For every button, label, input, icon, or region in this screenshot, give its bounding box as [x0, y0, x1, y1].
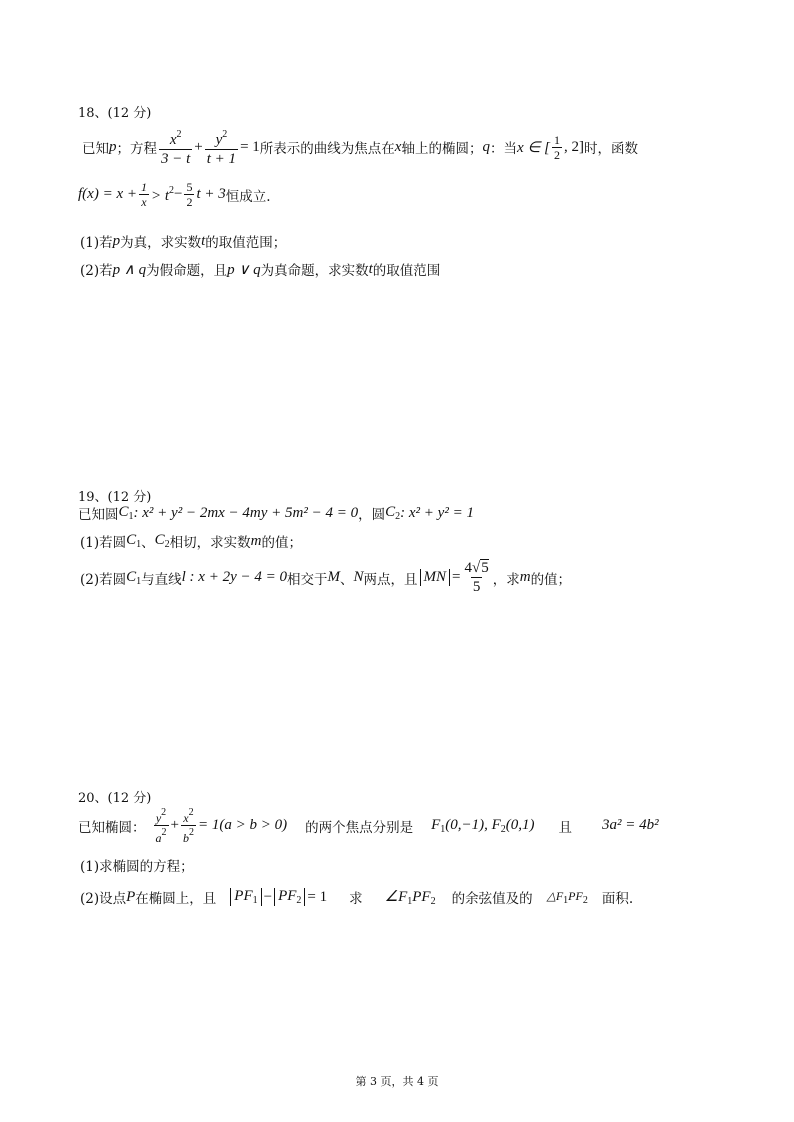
- text: 、: [340, 571, 354, 588]
- q19-part-1: [80, 531, 302, 551]
- numerator: x: [169, 132, 177, 148]
- text: F: [431, 816, 441, 833]
- text: ，求: [492, 571, 520, 588]
- denominator: a: [155, 831, 162, 845]
- text: 所表示的曲线为焦点在: [259, 141, 395, 157]
- text: 、: [141, 535, 155, 551]
- p-and-q: p ∧ q: [112, 261, 147, 278]
- text: 恒成立.: [225, 188, 271, 205]
- q19-condition-line: [78, 503, 474, 523]
- q18-condition-line: [82, 126, 638, 168]
- minus: −: [174, 186, 183, 202]
- text: 在椭圆上，且: [135, 891, 217, 907]
- equals-one: = 1: [307, 888, 328, 905]
- ellipse-equals: = 1(a > b > 0): [197, 817, 288, 833]
- q20-part-2: [80, 887, 633, 907]
- text: 轴上的椭圆；: [401, 141, 483, 157]
- q18-function-line: [78, 180, 271, 209]
- plus: +: [170, 817, 179, 833]
- text: 为真命题，求实数: [260, 263, 369, 279]
- text: ；方程: [116, 141, 157, 157]
- denominator: 2: [554, 147, 561, 162]
- text: (2)设点: [80, 891, 127, 907]
- text: 的取值范围: [372, 263, 441, 279]
- abs-pf2: $PF_2$: [274, 888, 305, 906]
- text: 的值；: [261, 535, 302, 551]
- relation-equation: 3a² = 4b²: [602, 817, 659, 833]
- interval-start: x ∈ [: [516, 139, 551, 156]
- numerator: y: [155, 811, 162, 825]
- point-p: P: [126, 888, 136, 905]
- equals-one: = 1: [240, 138, 260, 155]
- var-m: m: [250, 532, 262, 549]
- text: 的余弦值及的: [451, 891, 533, 907]
- text: 的两个焦点分别是: [305, 819, 414, 836]
- gt-t: > $t^2$: [150, 184, 175, 204]
- denominator: 2: [186, 195, 193, 209]
- text: 且: [558, 819, 573, 836]
- numerator: 4√5: [464, 560, 489, 576]
- var-p: p: [109, 138, 117, 155]
- denominator: t + 1: [206, 151, 237, 167]
- question-20-header: 20、(12 分): [78, 791, 152, 806]
- text: 相切，求实数: [169, 535, 251, 551]
- text: 两点，且: [363, 571, 418, 588]
- circle-c2: $C_2$: [385, 504, 401, 522]
- text: C: [126, 532, 137, 548]
- text: (1)若: [80, 235, 113, 251]
- text: 相交于: [287, 571, 328, 588]
- text: (0,−1), F: [445, 816, 501, 833]
- text: > t: [150, 187, 170, 204]
- numerator: 5: [186, 180, 193, 194]
- minus: −: [263, 888, 273, 905]
- circle-c1: $C_1$: [126, 532, 142, 550]
- triangle-f1pf2: $\triangle F_1PF_2$: [546, 888, 588, 906]
- function-rest: t + 3: [196, 186, 226, 202]
- denominator: 3 − t: [161, 151, 191, 167]
- fraction-5-over-2: [184, 180, 194, 209]
- circle-c1-equation: : x² + y² − 2mx − 4my + 5m² − 4 = 0: [133, 504, 359, 521]
- equals: =: [452, 569, 461, 585]
- length-mn: MN: [420, 569, 451, 586]
- fraction-4-sqrt5-over-5: [462, 559, 490, 596]
- denominator: x: [141, 195, 147, 209]
- text: (2)若圆: [80, 571, 127, 588]
- p-or-q: p ∨ q: [227, 261, 261, 278]
- page-footer: 第 3 页，共 4 页: [355, 1075, 439, 1088]
- circle-c1: $C_1$: [118, 504, 134, 522]
- var-t: t: [368, 260, 373, 277]
- text: 的取值范围；: [205, 235, 287, 251]
- fraction-y2: $\frac{y^2}{t + 1}$: [206, 129, 237, 167]
- interval-end: , 2]: [564, 138, 585, 155]
- fraction-x2-over-b2: $\frac{x^2}{b^2}$: [182, 807, 194, 845]
- line-l-equation: l : x + 2y − 4 = 0: [181, 569, 287, 585]
- text: 为真，求实数: [120, 235, 202, 251]
- text: △F: [546, 888, 564, 903]
- text: PF: [412, 889, 431, 905]
- q19-part-2: [80, 559, 571, 596]
- var-q: q: [482, 138, 490, 155]
- text: (2)若: [80, 263, 113, 279]
- text: 已知圆: [78, 507, 119, 523]
- fraction-x2: $\frac{x^2}{3 - t}$: [161, 129, 191, 167]
- numerator: y: [215, 132, 223, 148]
- text: 的值；: [530, 571, 572, 588]
- text: 求: [349, 891, 363, 907]
- circle-c1: $C_1$: [126, 568, 142, 587]
- circle-c2-equation: : x² + y² = 1: [400, 504, 474, 521]
- point-m: M: [327, 569, 340, 585]
- fraction-1-over-x: [139, 180, 149, 209]
- denominator: 5: [472, 579, 481, 595]
- question-18-header: 18、(12 分): [78, 106, 152, 121]
- text: 时，函数: [584, 141, 639, 157]
- function-lhs: f(x) = x +: [78, 186, 137, 202]
- q18-part-2: [80, 259, 440, 279]
- numerator: 1: [140, 180, 147, 194]
- text: 已知: [82, 141, 109, 157]
- text: ，圆: [358, 507, 386, 523]
- var-x: x: [394, 138, 402, 155]
- fraction-half: [552, 133, 562, 162]
- text: 面积.: [601, 891, 634, 907]
- text: (1)若圆: [80, 535, 127, 551]
- circle-c2: $C_2$: [154, 532, 170, 550]
- foci: $F_1(0,-1)$, $F_2(0,1)$: [431, 816, 535, 835]
- abs-pf1: $PF_1$: [230, 888, 261, 906]
- angle-f1pf2: $\angle F_1PF_2$: [384, 889, 436, 907]
- text: 已知椭圆：: [78, 819, 146, 836]
- var-t: t: [201, 232, 206, 249]
- text: ：当: [489, 141, 517, 157]
- text: PF: [568, 888, 583, 903]
- plus: +: [194, 138, 203, 155]
- text: 与直线: [141, 571, 182, 588]
- text: ∠F: [384, 889, 408, 905]
- q18-part-1: [80, 231, 286, 251]
- question-19-header: 19、(12 分): [78, 490, 152, 505]
- text: 为假命题，且: [146, 263, 228, 279]
- numerator: x: [183, 811, 189, 825]
- denominator: b: [182, 831, 189, 845]
- fraction-y2-over-a2: $\frac{y^2}{a^2}$: [155, 807, 167, 845]
- text: C: [126, 568, 137, 585]
- text: (0,1): [505, 816, 535, 833]
- text: C: [385, 504, 396, 520]
- text: PF: [278, 888, 297, 904]
- text: PF: [234, 888, 253, 904]
- text: C: [154, 532, 165, 548]
- q20-condition-line: [78, 806, 659, 845]
- var-m: m: [519, 569, 531, 585]
- point-n: N: [353, 569, 364, 585]
- numerator: 1: [554, 132, 561, 147]
- text: C: [118, 504, 129, 520]
- radicand: 5: [481, 560, 489, 576]
- q20-part-1: (1)求椭圆的方程；: [80, 859, 194, 875]
- var-p: p: [112, 232, 121, 249]
- text: 4: [464, 560, 472, 576]
